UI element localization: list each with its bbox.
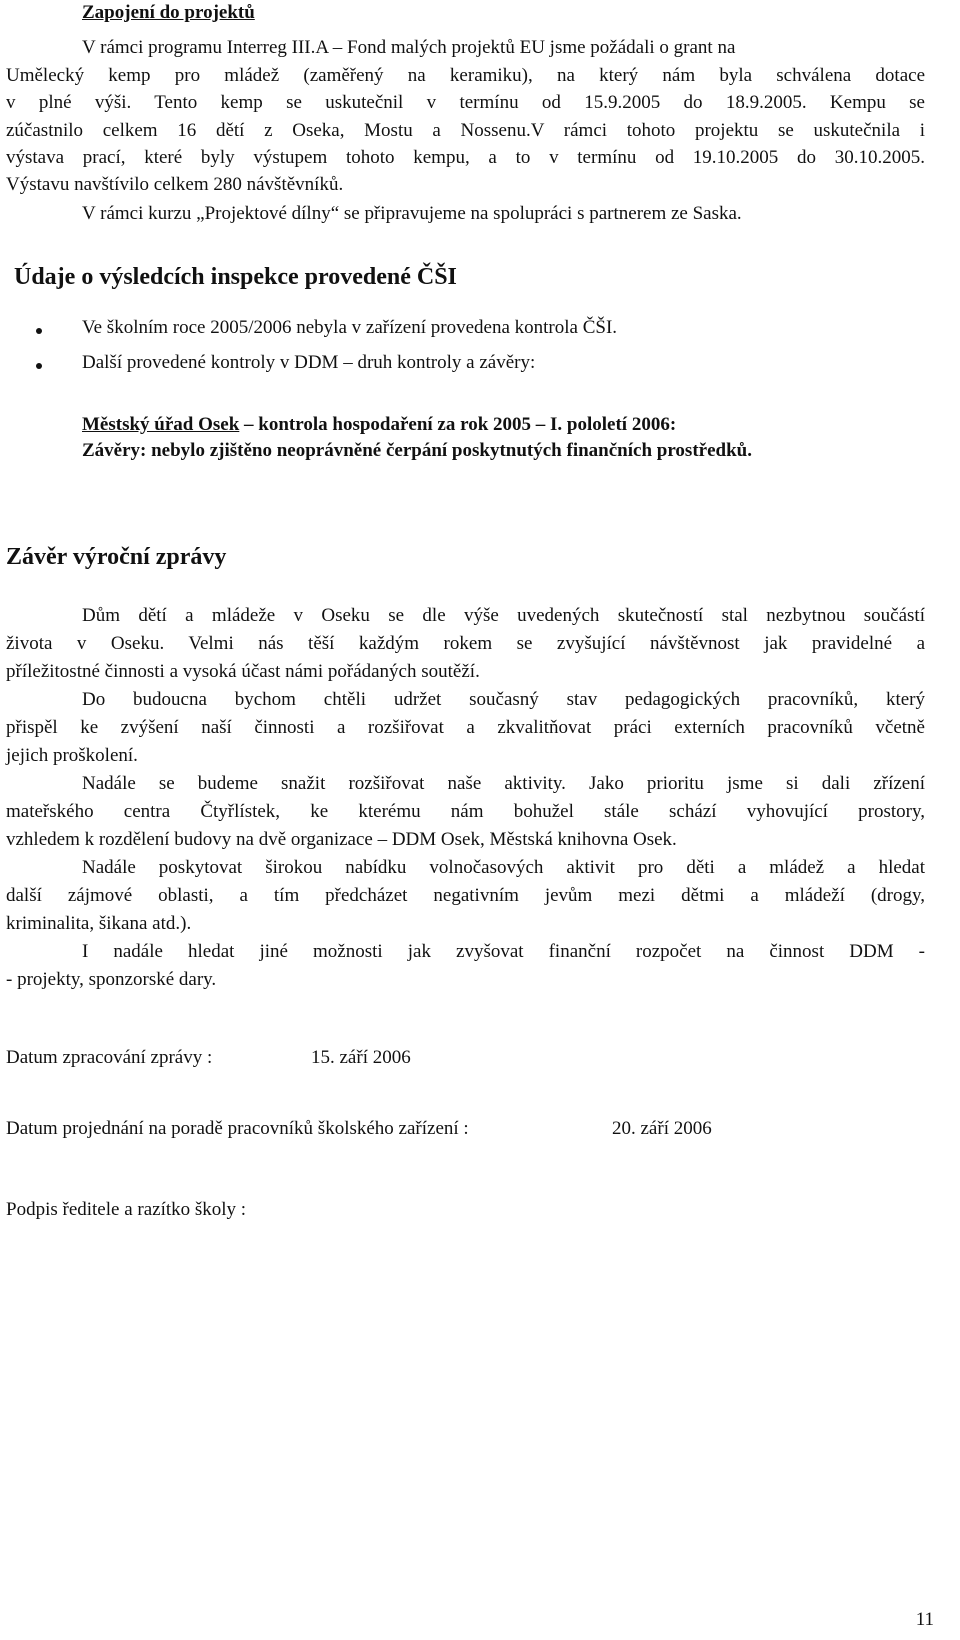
date-discussed-value: 20. září 2006 xyxy=(612,1118,712,1139)
bullet-icon xyxy=(36,363,42,369)
paragraph-line: příležitostné činnosti a vysoká účast námi pořádaných soutěží. xyxy=(6,661,480,682)
paragraph-line: vzhledem k rozdělení budovy na dvě organizace – DDM Osek, Městská knihovna Osek. xyxy=(6,829,677,850)
control-line xyxy=(82,414,676,436)
paragraph-line: zúčastnilo celkem 16 dětí z Oseka, Mostu a Nossenu.V rámci tohoto projektu se uskutečnila i xyxy=(6,120,925,141)
office-name: Městský úřad Osek xyxy=(82,414,240,435)
paragraph-line: Nadále se budeme snažit rozšiřovat naše aktivity. Jako prioritu jsme si dali zřízení xyxy=(82,773,925,794)
signature-label: Podpis ředitele a razítko školy : xyxy=(6,1199,247,1220)
section-heading-projects: Zapojení do projektů xyxy=(82,2,255,23)
paragraph-line: jejich proškolení. xyxy=(6,745,138,766)
paragraph-line: V rámci kurzu „Projektové dílny“ se připravujeme na spolupráci s partnerem ze Saska. xyxy=(82,203,742,224)
paragraph-line: v plné výši. Tento kemp se uskutečnil v termínu od 15.9.2005 do 18.9.2005. Kempu se xyxy=(6,92,925,113)
paragraph-line: - projekty, sponzorské dary. xyxy=(6,969,217,990)
page-number: 11 xyxy=(915,1609,934,1630)
list-item: Ve školním roce 2005/2006 nebyla v zařízení provedena kontrola ČŠI. xyxy=(82,317,618,338)
paragraph-line: života v Oseku. Velmi nás těší každým rokem se zvyšující návštěvnost jak pravidelné a xyxy=(6,633,925,654)
date-processed-label: Datum zpracování zprávy : xyxy=(6,1047,213,1068)
bullet-icon xyxy=(36,328,42,334)
paragraph-line: V rámci programu Interreg III.A – Fond malých projektů EU jsme požádali o grant na xyxy=(82,37,736,58)
section-heading-summary: Závěr výroční zprávy xyxy=(6,544,227,570)
paragraph-line: I nadále hledat jiné možnosti jak zvyšovat finanční rozpočet na činnost DDM - xyxy=(82,941,925,962)
paragraph-line: Výstavu navštívilo celkem 280 návštěvníků. xyxy=(6,174,344,195)
paragraph-line: Do budoucna bychom chtěli udržet současný stav pedagogických pracovníků, který xyxy=(82,689,925,710)
paragraph-line: kriminalita, šikana atd.). xyxy=(6,913,192,934)
paragraph-line: Umělecký kemp pro mládež (zaměřený na keramiku), na který nám byla schválena dotace xyxy=(6,65,925,86)
paragraph-line: Dům dětí a mládeže v Oseku se dle výše uvedených skutečností stal nezbytnou součástí xyxy=(82,605,925,626)
section-heading-inspection: Údaje o výsledcích inspekce provedené ČŠI xyxy=(14,264,457,290)
paragraph-line: Nadále poskytovat širokou nabídku volnočasových aktivit pro děti a mládež a hledat xyxy=(82,857,925,878)
paragraph-line: přispěl ke zvýšení naší činnosti a rozšiřovat a zkvalitňovat práci externích pracovníků včetně xyxy=(6,717,925,738)
list-item: Další provedené kontroly v DDM – druh kontroly a závěry: xyxy=(82,352,536,373)
paragraph-line: mateřského centra Čtyřlístek, ke kterému nám bohužel stále schází vyhovující prostory, xyxy=(6,801,925,822)
control-text: – kontrola hospodaření za rok 2005 – I. pololetí 2006: xyxy=(239,414,677,435)
control-conclusion: Závěry: nebylo zjištěno neoprávněné čerpání poskytnutých finančních prostředků. xyxy=(82,440,752,461)
date-discussed-label: Datum projednání na poradě pracovníků školského zařízení : xyxy=(6,1118,469,1139)
date-processed-value: 15. září 2006 xyxy=(311,1047,411,1068)
paragraph-line: výstava prací, které byly výstupem tohoto kempu, a to v termínu od 19.10.2005 do 30.10.2005. xyxy=(6,147,925,168)
paragraph-line: další zájmové oblasti, a tím předcházet negativním jevům mezi dětmi a mládeží (drogy, xyxy=(6,885,925,906)
